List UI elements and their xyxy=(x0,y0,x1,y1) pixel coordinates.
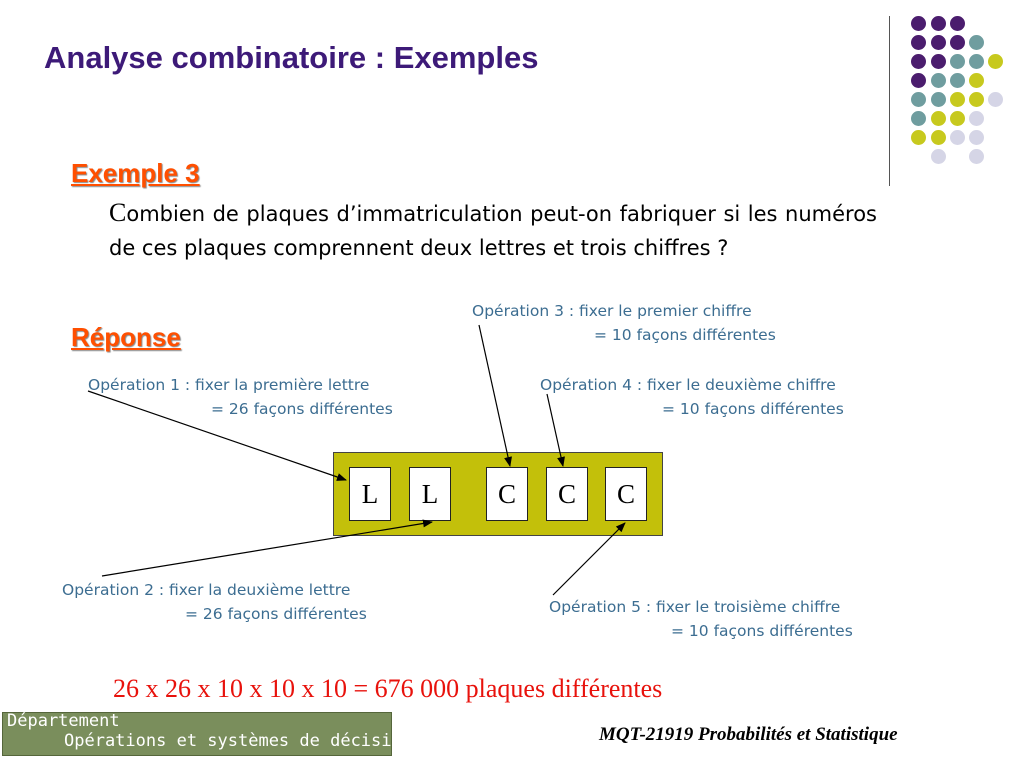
arrow-operation-3 xyxy=(479,325,510,466)
operation-5-line2: = 10 façons différentes xyxy=(671,622,853,640)
plate-cell-letter-1: L xyxy=(349,467,391,521)
example-heading: Exemple 3 xyxy=(71,158,200,188)
department-name: Opérations et systèmes de décisions xyxy=(64,731,423,751)
plate-cell-digit-1: C xyxy=(486,467,528,521)
question-body: ombien de plaques d’immatriculation peut-on fabriquer si les numéros de ces plaques comprennent deux lettres et trois chiffres ? xyxy=(109,202,877,260)
operation-5-line1: Opération 5 : fixer le troisième chiffre xyxy=(549,598,841,616)
question-initial: C xyxy=(109,198,127,227)
operation-4-line2: = 10 façons différentes xyxy=(662,400,844,418)
operation-1-line1: Opération 1 : fixer la première lettre xyxy=(88,376,370,394)
arrow-operation-5 xyxy=(553,523,625,595)
plate-cell-digit-3: C xyxy=(605,467,647,521)
operation-4-line1: Opération 4 : fixer le deuxième chiffre xyxy=(540,376,836,394)
operation-1-line2: = 26 façons différentes xyxy=(211,400,393,418)
arrow-operation-4 xyxy=(547,394,563,466)
operation-2-line2: = 26 façons différentes xyxy=(185,605,367,623)
arrow-operation-1 xyxy=(88,391,346,480)
result-formula: 26 x 26 x 10 x 10 x 10 = 676 000 plaques différentes xyxy=(113,674,663,703)
slide-title: Analyse combinatoire : Exemples xyxy=(44,40,539,75)
course-label: MQT-21919 Probabilités et Statistique xyxy=(599,724,898,745)
operation-3-line2: = 10 façons différentes xyxy=(594,326,776,344)
plate-cell-letter-2: L xyxy=(409,467,451,521)
operation-3-line1: Opération 3 : fixer le premier chiffre xyxy=(472,302,752,320)
department-label: Département xyxy=(7,711,120,731)
operation-2-line1: Opération 2 : fixer la deuxième lettre xyxy=(62,581,351,599)
answer-heading: Réponse xyxy=(71,322,181,352)
plate-cell-digit-2: C xyxy=(546,467,588,521)
arrow-operation-2 xyxy=(102,522,432,576)
